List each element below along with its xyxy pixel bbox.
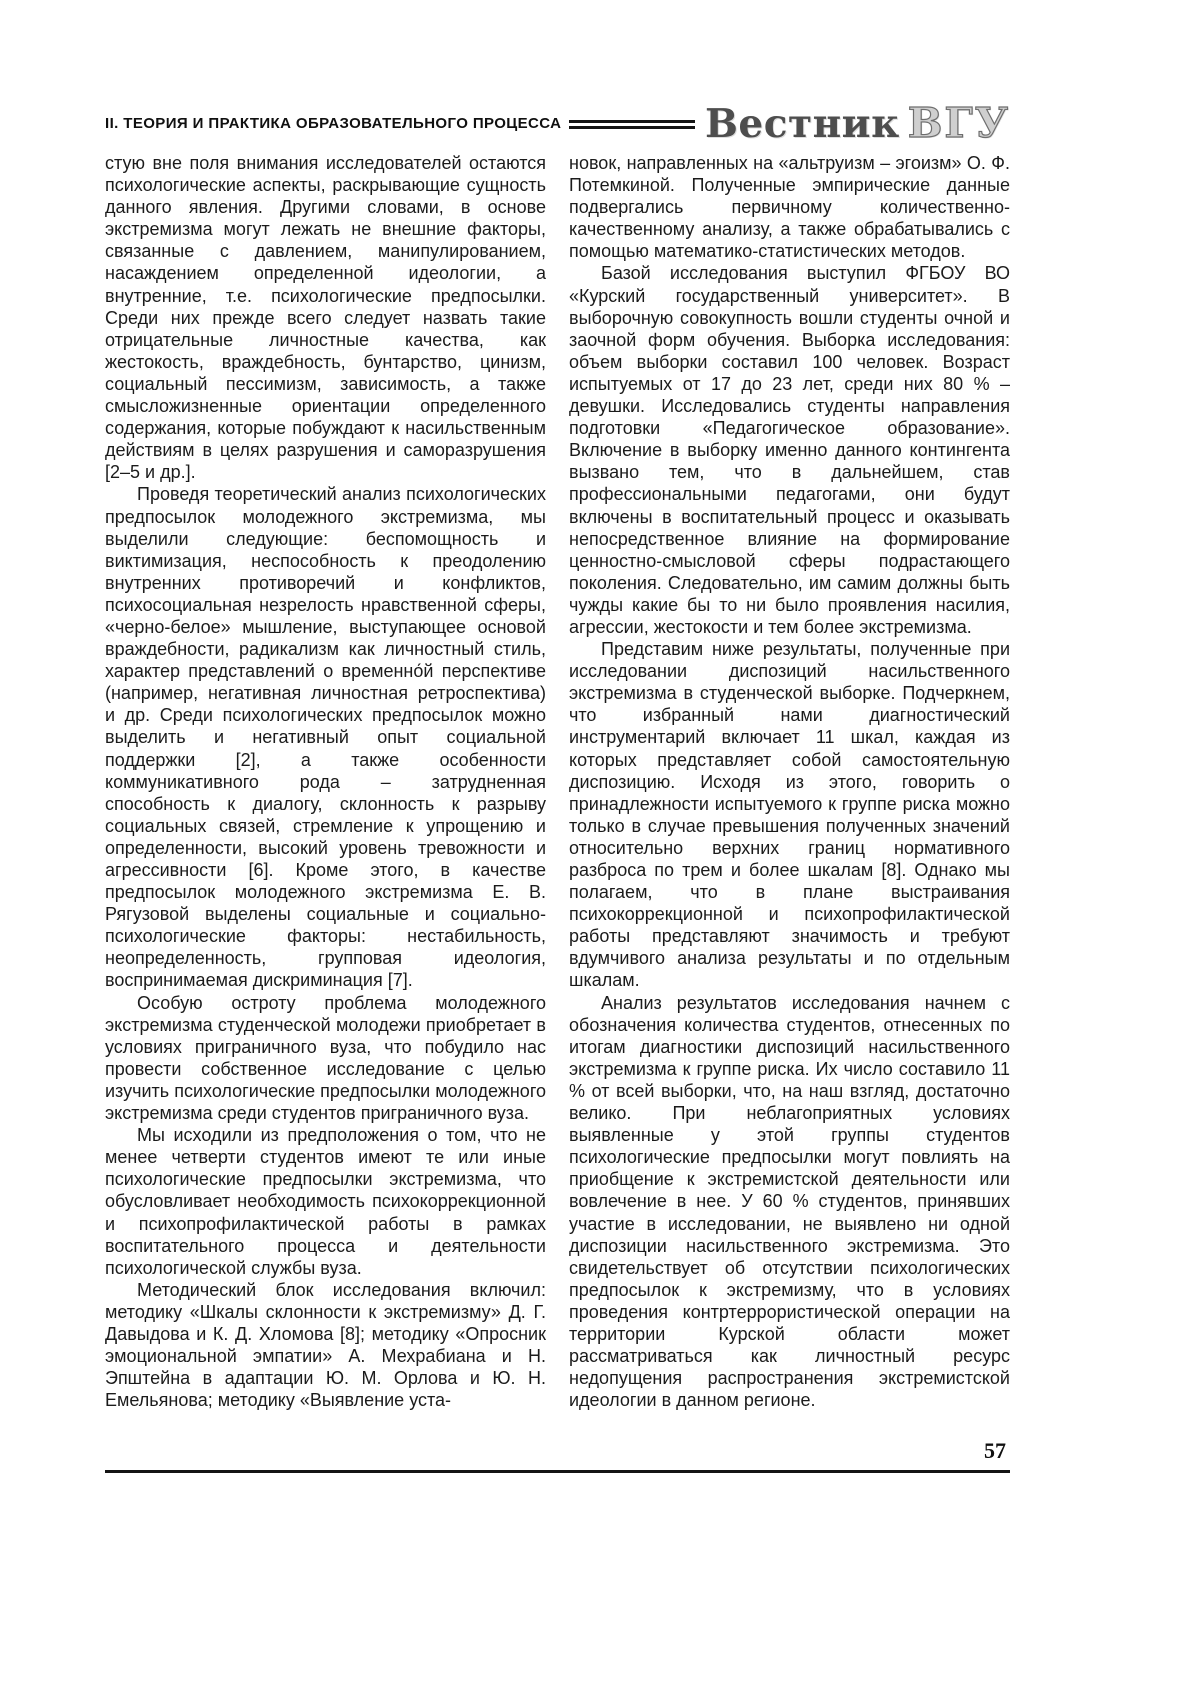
page-header xyxy=(105,99,1010,147)
left-column xyxy=(105,152,546,1411)
paragraph: Проведя теоретический анализ психологических предпосылок молодежного экстремизма, мы выделили следующие: беспомощность и виктимизация, неспособность к преодолению внутренних противоречий и конфликтов, психосоциальная незрелость нравственной сферы, «черно-белое» мышление, выступающее основой враждебности, радикализм как личностный стиль, характер представлений о временно́й перспективе (например, негативная личностная ретроспектива) и др. Среди психологических предпосылок можно выделить и негативный опыт социальной поддержки [2], а также особенности коммуникативного рода – затрудненная способность к диалогу, склонность к разрыву социальных связей, стремление к упрощению и определенности, высокий уровень тревожности и агрессивности [6]. Кроме этого, в качестве предпосылок молодежного экстремизма Е. В. Рягузовой выделены социальные и социально-психологические факторы: нестабильность, неопределенность, групповая идеология, воспринимаемая дискриминация [7]. xyxy=(105,484,546,991)
paragraph: стую вне поля внимания исследователей остаются психологические аспекты, раскрывающие сущность данного явления. Другими словами, в основе экстремизма могут лежать не внешние факторы, связанные с давлением, манипулированием, насаждением определенной идеологии, а внутренние, т.е. психологические предпосылки. Среди них прежде всего следует назвать такие отрицательные личностные качества, как жестокость, враждебность, бунтарство, цинизм, социальный пессимизм, зависимость, а также смысложизненные ориентации определенного содержания, которые побуждают к насильственным действиям в целях разрушения и саморазрушения [2–5 и др.]. xyxy=(105,153,546,483)
paragraph: Анализ результатов исследования начнем с обозначения количества студентов, отнесенных по итогам диагностики диспозиций насильственного экстремизма к группе риска. Их число составило 11 % от всей выборки, что, на наш взгляд, достаточно велико. При неблагоприятных условиях выявленные у этой группы студентов психологические предпосылки могут повлиять на приобщение к экстремистской деятельности или вовлечение в нее. У 60 % студентов, принявших участие в исследовании, не выявлено ни одной диспозиции насильственного экстремизма. Это свидетельствует об отсутствии психологических предпосылок к экстремизму, что в условиях проведения контртеррористической операции на территории Курской области может рассматриваться как личностный ресурс недопущения распространения экстремистской идеологии в данном регионе. xyxy=(569,992,1010,1411)
section-title: II. ТЕОРИЯ И ПРАКТИКА ОБРАЗОВАТЕЛЬНОГО ПРОЦЕССА xyxy=(105,115,562,132)
article-body xyxy=(105,152,1010,1411)
footer-rule xyxy=(105,1470,1010,1473)
page-number: 57 xyxy=(984,1438,1006,1463)
paragraph: Мы исходили из предположения о том, что не менее четверти студентов имеют те или иные психологические предпосылки экстремизма, что обусловливает необходимость психокоррекционной и психопрофилактической работы в рамках воспитательного процесса и деятельности психологической службы вуза. xyxy=(105,1125,546,1278)
paragraph: новок, направленных на «альтруизм – эгоизм» О. Ф. Потемкиной. Полученные эмпирические данные подвергались первичному количественно-качественному анализу, а также обрабатывались с помощью математико-статистических методов. xyxy=(569,153,1010,262)
header-rule xyxy=(569,120,695,129)
journal-logo-vestnik: Вестник xyxy=(704,101,900,147)
page-footer xyxy=(105,1438,1010,1473)
paragraph: Методический блок исследования включил: методику «Шкалы склонности к экстремизму» Д. Г. Давыдова и К. Д. Хломова [8]; методику «Опросник эмоциональной эмпатии» А. Мехрабиана и Н. Эпштейна в адаптации Ю. М. Орлова и Ю. Н. Емельянова; методику «Выявление уста- xyxy=(105,1279,546,1411)
journal-logo-vgu: ВГУ xyxy=(907,99,1010,147)
paragraph: Представим ниже результаты, полученные при исследовании диспозиций насильственного экстремизма в студенческой выборке. Подчеркнем, что избранный нами диагностический инструментарий включает 11 шкал, каждая из которых представляет собой самостоятельную диспозицию. Исходя из этого, говорить о принадлежности испытуемого к группе риска можно только в случае превышения полученных значений относительно верхних границ нормативного разброса по трем и более шкалам [8]. Однако мы полагаем, что в плане выстраивания психокоррекционной и психопрофилактической работы представляют значимость и требуют вдумчивого анализа результаты и по отдельным шкалам. xyxy=(569,639,1010,991)
paragraph: Особую остроту проблема молодежного экстремизма студенческой молодежи приобретает в условиях приграничного вуза, что побудило нас провести собственное исследование с целью изучить психологические предпосылки молодежного экстремизма среди студентов приграничного вуза. xyxy=(105,992,546,1124)
journal-logo xyxy=(704,99,1010,147)
right-column xyxy=(569,152,1010,1411)
paragraph: Базой исследования выступил ФГБОУ ВО «Курский государственный университет». В выборочную совокупность вошли студенты очной и заочной форм обучения. Выборка исследования: объем выборки составил 100 человек. Возраст испытуемых от 17 до 23 лет, среди них 80 % – девушки. Исследовались студенты направления подготовки «Педагогическое образование». Включение в выборку именно данного контингента вызвано тем, что в дальнейшем, став профессиональными педагогами, они будут включены в воспитательный процесс и оказывать непосредственное влияние на формирование ценностно-смысловой сферы подрастающего поколения. Следовательно, им самим должны быть чужды какие бы то ни было проявления насилия, агрессии, жестокости и тем более экстремизма. xyxy=(569,263,1010,637)
